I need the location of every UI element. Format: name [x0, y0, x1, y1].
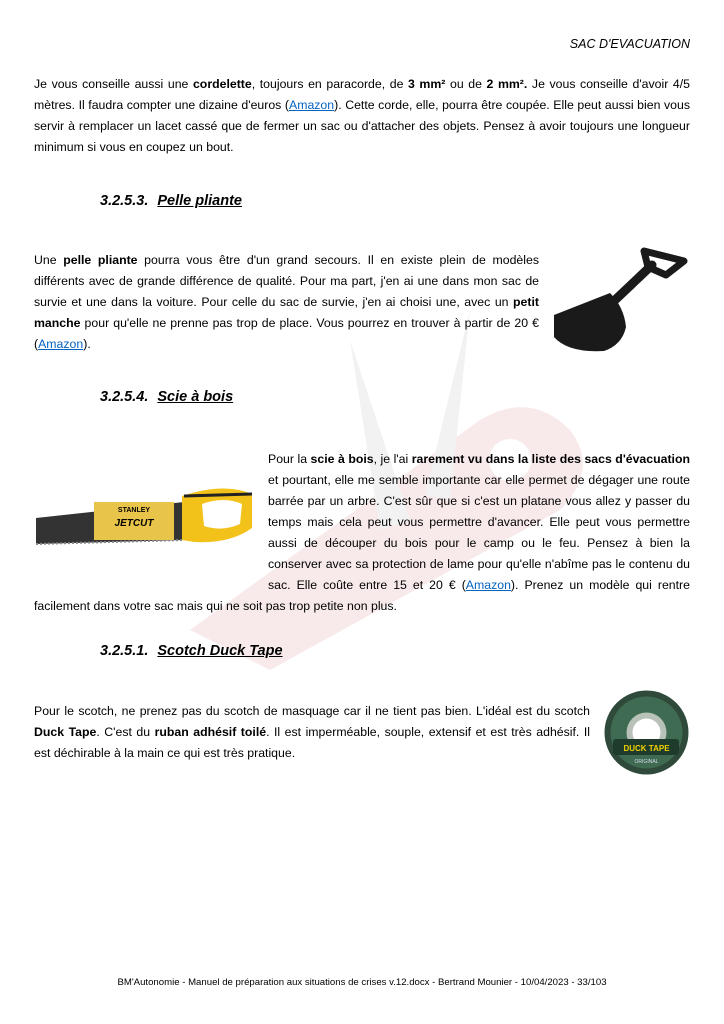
- duck-tape-roll-image: [603, 689, 690, 776]
- amazon-link[interactable]: Amazon: [289, 98, 335, 112]
- tape-original-label: ORIGINAL: [634, 759, 659, 765]
- page-footer: BM'Autonomie - Manuel de préparation aux situations de crises v.12.docx - Bertrand Mounier - 10/04/2023 - 33/103: [117, 977, 607, 988]
- paragraph-cordelette: Je vous conseille aussi une cordelette, toujours en paracorde, de 3 mm² ou de 2 mm². Je vous conseille d'avoir 4/5 mètres. Il faudra compter une dizaine d'euros (Amazon). Cette corde, elle, pourra être coupée. Elle peut aussi bien vous servir à remplacer un lacet cassé que de fermer un sac ou d'attacher des objets. Pensez à avoir toujours une longueur minimum si vous en coupez un bout.: [34, 77, 691, 154]
- folding-shovel-image: [548, 247, 690, 355]
- tape-brand-label: DUCK TAPE: [623, 744, 670, 753]
- section-heading-pelle: 3.2.5.3. Pelle pliante: [100, 193, 242, 209]
- amazon-link[interactable]: Amazon: [38, 337, 84, 351]
- saw-model-label: JETCUT: [114, 518, 154, 529]
- section-heading-scie: 3.2.5.4. Scie à bois: [100, 389, 234, 405]
- paragraph-pelle: Une pelle pliante pourra vous être d'un grand secours. Il en existe plein de modèles différents avec de grande différence de qualité. Pour ma part, j'en ai une dans mon sac de survie et une dans la voiture. Pour celle du sac de survie, j'en ai choisi une, avec un petit manche pour qu'elle ne prenne pas trop de place. Vous pourrez en trouver à partir de 20 € (Amazon).: [34, 253, 539, 351]
- saw-brand-label: STANLEY: [117, 507, 151, 514]
- page-header: SAC D'EVACUATION: [569, 37, 690, 51]
- amazon-link[interactable]: Amazon: [465, 578, 511, 592]
- paragraph-scie: Pour la scie à bois, je l'ai rarement vu dans la liste des sacs d'évacuation et pourtant, elle me semble importante car elle permet de dégager une route barrée par un arbre. C'est sûr que si c'est un platane vous allez y passer du temps mais cela peut vous permettre d'avancer. Elle peut vous permettre aussi de découper du bois pour le camp ou le feu. Pensez à bien la conserver avec sa protection de lame pour qu'elle n'abîme pas le contenu du sac. Elle coûte entre 15 et 20 € (Amazon). Prenez un modèle qui rentre facilement dans votre sac mais qui ne soit pas trop petite non plus.: [34, 452, 690, 613]
- section-heading-scotch: 3.2.5.1. Scotch Duck Tape: [100, 643, 283, 659]
- paragraph-scotch: Pour le scotch, ne prenez pas du scotch de masquage car il ne tient pas bien. L'idéal est du scotch Duck Tape. C'est du ruban adhésif toilé. Il est imperméable, souple, extensif et est très adhésif. Il est déchirable à la main ce qui est très pratique.: [34, 704, 590, 760]
